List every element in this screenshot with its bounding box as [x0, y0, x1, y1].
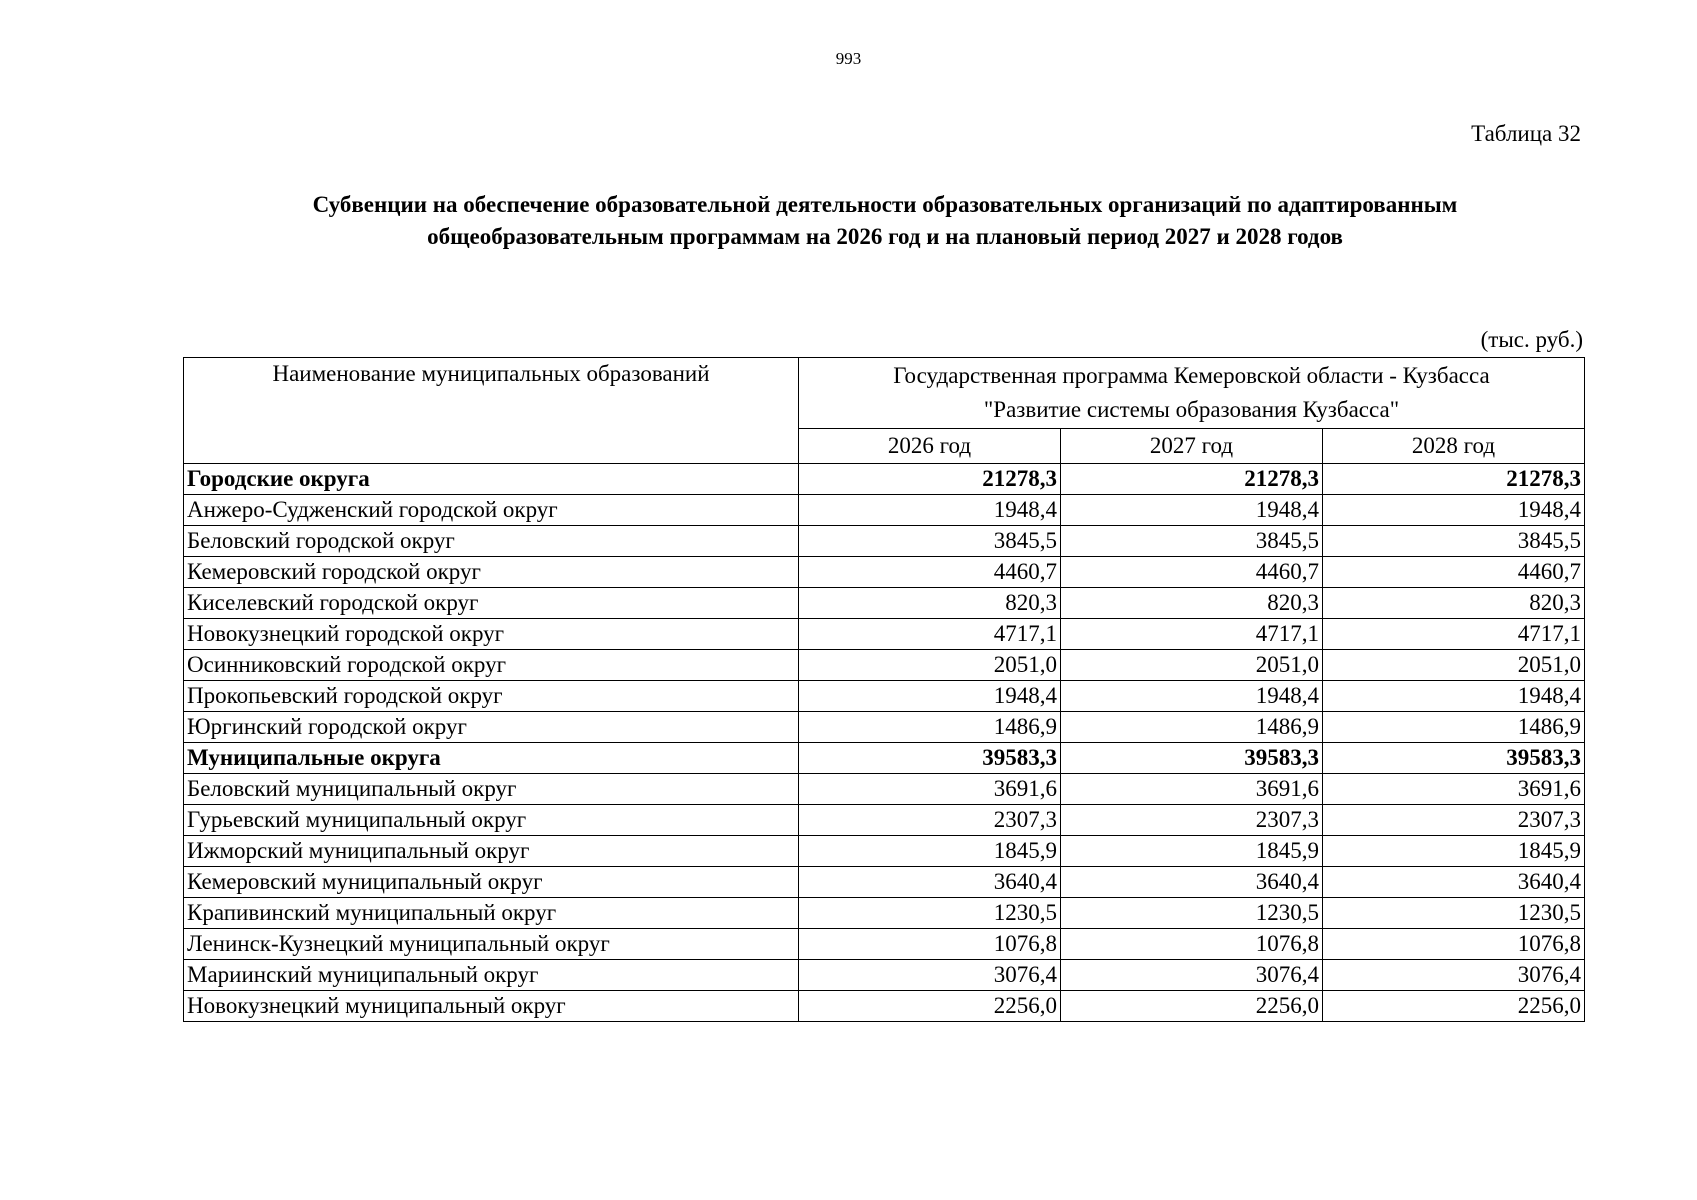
value-2027-cell: 39583,3: [1061, 743, 1323, 774]
value-2027-cell: 3640,4: [1061, 867, 1323, 898]
value-2026-cell: 1076,8: [799, 929, 1061, 960]
value-2027-cell: 1948,4: [1061, 681, 1323, 712]
table-row: [184, 960, 1585, 991]
units-label: (тыс. руб.): [1480, 327, 1583, 352]
municipality-name-cell: Мариинский муниципальный округ: [184, 960, 799, 991]
value-2027-cell: 2307,3: [1061, 805, 1323, 836]
table-row: [184, 557, 1585, 588]
value-2028-cell: 3845,5: [1323, 526, 1585, 557]
value-2026-cell: 2051,0: [799, 650, 1061, 681]
table-row: [184, 929, 1585, 960]
value-2026-cell: 3640,4: [799, 867, 1061, 898]
page-number: 993: [835, 49, 862, 68]
value-2028-cell: 1486,9: [1323, 712, 1585, 743]
value-2026-cell: 2256,0: [799, 991, 1061, 1022]
table-row: [184, 774, 1585, 805]
value-2028-cell: 1948,4: [1323, 681, 1585, 712]
value-2026-cell: 21278,3: [799, 464, 1061, 495]
value-2028-cell: 2307,3: [1323, 805, 1585, 836]
value-2027-cell: 2256,0: [1061, 991, 1323, 1022]
table-row: [184, 712, 1585, 743]
municipality-name-cell: Крапивинский муниципальный округ: [184, 898, 799, 929]
value-2027-cell: 820,3: [1061, 588, 1323, 619]
municipality-name-cell: Кемеровский муниципальный округ: [184, 867, 799, 898]
title-line-1: Субвенции на обеспечение образовательной деятельности образовательных организаций по адаптированным: [312, 192, 1458, 217]
table-row: [184, 681, 1585, 712]
table-row: [184, 867, 1585, 898]
value-2026-cell: 39583,3: [799, 743, 1061, 774]
table-label: Таблица 32: [1471, 121, 1581, 146]
value-2026-cell: 1948,4: [799, 495, 1061, 526]
value-2026-cell: 1948,4: [799, 681, 1061, 712]
value-2028-cell: 1230,5: [1323, 898, 1585, 929]
municipality-name-cell: Юргинский городской округ: [184, 712, 799, 743]
municipality-name-cell: Беловский городской округ: [184, 526, 799, 557]
value-2026-cell: 3076,4: [799, 960, 1061, 991]
header-program: [799, 358, 1585, 429]
table-row: [184, 898, 1585, 929]
municipality-name-cell: Беловский муниципальный округ: [184, 774, 799, 805]
municipality-name-cell: Анжеро-Судженский городской округ: [184, 495, 799, 526]
header-year-2027: 2027 год: [1061, 429, 1323, 464]
value-2028-cell: 820,3: [1323, 588, 1585, 619]
value-2028-cell: 2256,0: [1323, 991, 1585, 1022]
header-program-line-1: Государственная программа Кемеровской области - Кузбасса: [893, 363, 1490, 388]
value-2026-cell: 2307,3: [799, 805, 1061, 836]
value-2028-cell: 1076,8: [1323, 929, 1585, 960]
value-2027-cell: 3691,6: [1061, 774, 1323, 805]
header-program-line-2: "Развитие системы образования Кузбасса": [983, 397, 1400, 422]
table-row: [184, 805, 1585, 836]
value-2027-cell: 3845,5: [1061, 526, 1323, 557]
value-2027-cell: 4460,7: [1061, 557, 1323, 588]
value-2026-cell: 3691,6: [799, 774, 1061, 805]
table-row: [184, 650, 1585, 681]
municipality-name-cell: Новокузнецкий муниципальный округ: [184, 991, 799, 1022]
table-row: [184, 619, 1585, 650]
value-2027-cell: 1076,8: [1061, 929, 1323, 960]
title-line-2: общеобразовательным программам на 2026 год и на плановый период 2027 и 2028 годов: [427, 224, 1343, 249]
value-2027-cell: 3076,4: [1061, 960, 1323, 991]
municipality-name-cell: Кемеровский городской округ: [184, 557, 799, 588]
table-row: [184, 588, 1585, 619]
value-2028-cell: 2051,0: [1323, 650, 1585, 681]
value-2026-cell: 4717,1: [799, 619, 1061, 650]
municipality-name-cell: Новокузнецкий городской округ: [184, 619, 799, 650]
value-2028-cell: 39583,3: [1323, 743, 1585, 774]
value-2026-cell: 3845,5: [799, 526, 1061, 557]
municipality-name-cell: Киселевский городской округ: [184, 588, 799, 619]
value-2026-cell: 1845,9: [799, 836, 1061, 867]
value-2027-cell: 1486,9: [1061, 712, 1323, 743]
value-2026-cell: 1486,9: [799, 712, 1061, 743]
document-title: [150, 189, 1620, 253]
municipality-name-cell: Осинниковский городской округ: [184, 650, 799, 681]
value-2026-cell: 1230,5: [799, 898, 1061, 929]
value-2027-cell: 1845,9: [1061, 836, 1323, 867]
value-2028-cell: 21278,3: [1323, 464, 1585, 495]
value-2028-cell: 1845,9: [1323, 836, 1585, 867]
table-row: [184, 991, 1585, 1022]
value-2028-cell: 4717,1: [1323, 619, 1585, 650]
municipality-name-cell: Городские округа: [184, 464, 799, 495]
table-row: [184, 526, 1585, 557]
value-2027-cell: 21278,3: [1061, 464, 1323, 495]
value-2026-cell: 4460,7: [799, 557, 1061, 588]
header-municipality-name: Наименование муниципальных образований: [184, 358, 799, 464]
table-group-row: [184, 464, 1585, 495]
value-2028-cell: 3076,4: [1323, 960, 1585, 991]
value-2027-cell: 1230,5: [1061, 898, 1323, 929]
municipality-name-cell: Ленинск-Кузнецкий муниципальный округ: [184, 929, 799, 960]
municipality-name-cell: Муниципальные округа: [184, 743, 799, 774]
value-2027-cell: 4717,1: [1061, 619, 1323, 650]
value-2027-cell: 2051,0: [1061, 650, 1323, 681]
subventions-table: [183, 357, 1585, 1022]
value-2028-cell: 4460,7: [1323, 557, 1585, 588]
table-row: [184, 495, 1585, 526]
value-2027-cell: 1948,4: [1061, 495, 1323, 526]
municipality-name-cell: Прокопьевский городской округ: [184, 681, 799, 712]
table-group-row: [184, 743, 1585, 774]
value-2028-cell: 1948,4: [1323, 495, 1585, 526]
municipality-name-cell: Гурьевский муниципальный округ: [184, 805, 799, 836]
value-2028-cell: 3691,6: [1323, 774, 1585, 805]
value-2026-cell: 820,3: [799, 588, 1061, 619]
municipality-name-cell: Ижморский муниципальный округ: [184, 836, 799, 867]
table-row: [184, 836, 1585, 867]
header-year-2026: 2026 год: [799, 429, 1061, 464]
table-body: [184, 464, 1585, 1022]
value-2028-cell: 3640,4: [1323, 867, 1585, 898]
header-year-2028: 2028 год: [1323, 429, 1585, 464]
